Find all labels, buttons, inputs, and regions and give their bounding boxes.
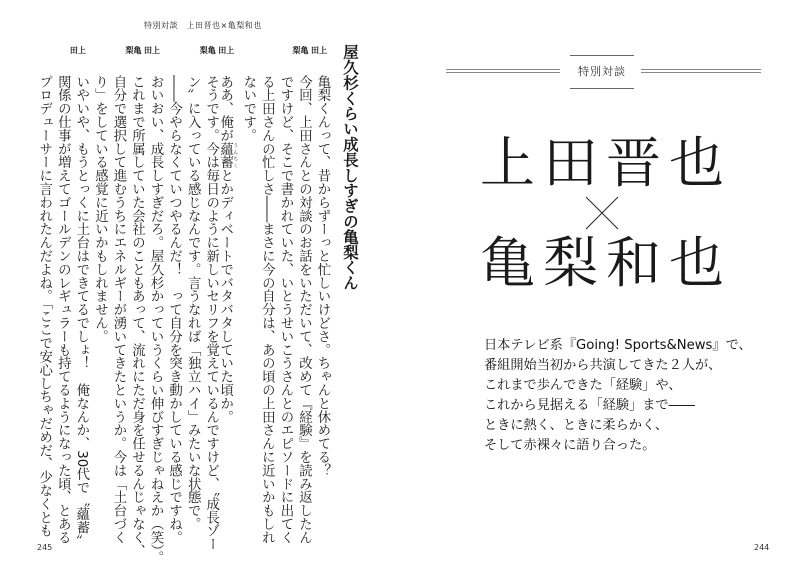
text-column xyxy=(53,75,71,544)
double-rule-left xyxy=(446,69,560,73)
text-segment: これまで所属していた会社のこともあって、流れにただ身を任せるんじゃなく、 xyxy=(129,75,145,558)
speaker-char: 田 xyxy=(311,46,319,55)
label-rule-top xyxy=(570,55,634,56)
lead-line: これから見据える「経験」まで―― xyxy=(484,398,695,413)
text-segment: る上田さんの忙しさ――まさに今の自分は、あの頃の上田さんに近いかもしれ xyxy=(259,75,275,544)
text-column xyxy=(90,75,108,343)
speaker-char: 上 xyxy=(319,46,327,55)
text-column xyxy=(128,75,146,557)
speaker-char: 亀 xyxy=(207,46,216,55)
text-segment: ――今やらなくていつやるんだ！ って自分を突き動かしている感じですね。 xyxy=(166,75,182,544)
text-column xyxy=(165,75,183,544)
text-column xyxy=(109,75,127,544)
speaker-label xyxy=(69,46,86,55)
title-name-2: 亀梨和也 xyxy=(479,231,732,295)
speaker-char: 上 xyxy=(226,46,235,55)
text-segment: とかディベートでバタバタしていた頃か。 xyxy=(217,168,233,424)
text-column xyxy=(276,75,294,544)
text-segment: ン〟に入っている感じなんです。言うなれば「独立ハイ」みたいな状態で。 xyxy=(185,75,201,531)
speaker-char: 梨 xyxy=(292,46,301,55)
text-column xyxy=(239,75,257,142)
cross-mark xyxy=(585,196,619,230)
speaker-char: 梨 xyxy=(199,46,208,55)
lead-line: 番組開始当初から共演してきた２人が、 xyxy=(484,358,722,373)
lead-line: そして赤裸々に語り合った。 xyxy=(484,438,656,453)
speaker-label xyxy=(125,46,142,55)
right-page xyxy=(400,0,800,575)
text-segment: 自分で選択して進むうちにエネルギーが湧いてきたというか。今は「土台づく xyxy=(110,75,126,544)
speaker-char: 上 xyxy=(77,46,86,55)
text-column xyxy=(294,75,312,544)
running-head: 特別対談 上田晋也×亀梨和也 xyxy=(144,21,262,30)
speaker-char: 上 xyxy=(152,46,161,55)
ruby-word xyxy=(217,142,239,169)
text-segment: 亀梨くんって、昔からずーっと忙しいけどさ。ちゃんと休めてる？ xyxy=(315,75,330,477)
text-segment: り」をしている感覚に近いかもしれません。 xyxy=(92,75,108,343)
text-segment: 今回、上田さんとの対談のお話をいただいて、改めて『経験』を読み返したん xyxy=(296,75,312,544)
speaker-label xyxy=(292,46,309,55)
label-rule-bottom xyxy=(570,88,634,89)
text-column xyxy=(35,75,53,537)
text-column xyxy=(202,75,220,551)
text-segment: 関係の仕事が増えてゴールデンのレギュラーも持てるようになった頃、とある xyxy=(55,75,71,544)
speaker-label xyxy=(144,46,161,55)
text-column xyxy=(72,75,90,548)
text-segment: いやいや、もうとっくに土台はできてるでしょ！ 俺なんか、30代で〝蘊蓄〟 xyxy=(73,75,89,548)
lead-line: 日本テレビ系『Going! Sports&News』で、 xyxy=(484,338,752,353)
section-headline: 屋久杉くらい成長しすぎの亀梨くん xyxy=(341,44,359,291)
lead-line: ときに熱く、ときに柔らかく、 xyxy=(484,418,669,433)
text-segment: ああ、俺が xyxy=(217,75,233,142)
text-segment: そうです。今は毎日のように新しいセリフを覚えているんですけど、〝成長ゾー xyxy=(203,75,219,551)
ruby-base: 蘊蓄 xyxy=(217,142,233,169)
text-segment: プロデューサーに言われたんだよね。「ここで安心しちゃだめだ、少なくとも xyxy=(36,75,52,538)
text-segment: ないです。 xyxy=(240,75,256,142)
text-column xyxy=(257,75,275,544)
text-column xyxy=(313,75,331,477)
text-column xyxy=(217,75,239,424)
text-column xyxy=(146,75,164,564)
speaker-char: 亀 xyxy=(300,46,309,55)
lead-line: これまで歩んできた「経験」や、 xyxy=(484,378,682,393)
speaker-char: 田 xyxy=(144,46,153,55)
speaker-char: 田 xyxy=(69,46,78,55)
feature-label: 特別対談 xyxy=(578,65,626,78)
speaker-char: 梨 xyxy=(125,46,134,55)
text-segment: おいおい、成長しすぎだろ。屋久杉かっていうくらい伸びすぎじゃねえか（笑）。 xyxy=(148,75,164,565)
page-number-left: 245 xyxy=(37,543,53,552)
double-rule-right xyxy=(641,69,761,73)
lead-text xyxy=(484,336,752,456)
speaker-label xyxy=(199,46,216,55)
speaker-label xyxy=(311,46,327,55)
speaker-label xyxy=(218,46,235,55)
ruby-reading: うんちく xyxy=(232,142,239,169)
speaker-char: 田 xyxy=(218,46,227,55)
page-number-right: 244 xyxy=(754,543,770,552)
text-column xyxy=(183,75,201,531)
text-segment: ですけど、そこで書かれていた、いとうせいこうさんとのエピソードに出てく xyxy=(277,75,293,544)
title-name-1: 上田晋也 xyxy=(479,131,732,195)
speaker-char: 亀 xyxy=(133,46,142,55)
